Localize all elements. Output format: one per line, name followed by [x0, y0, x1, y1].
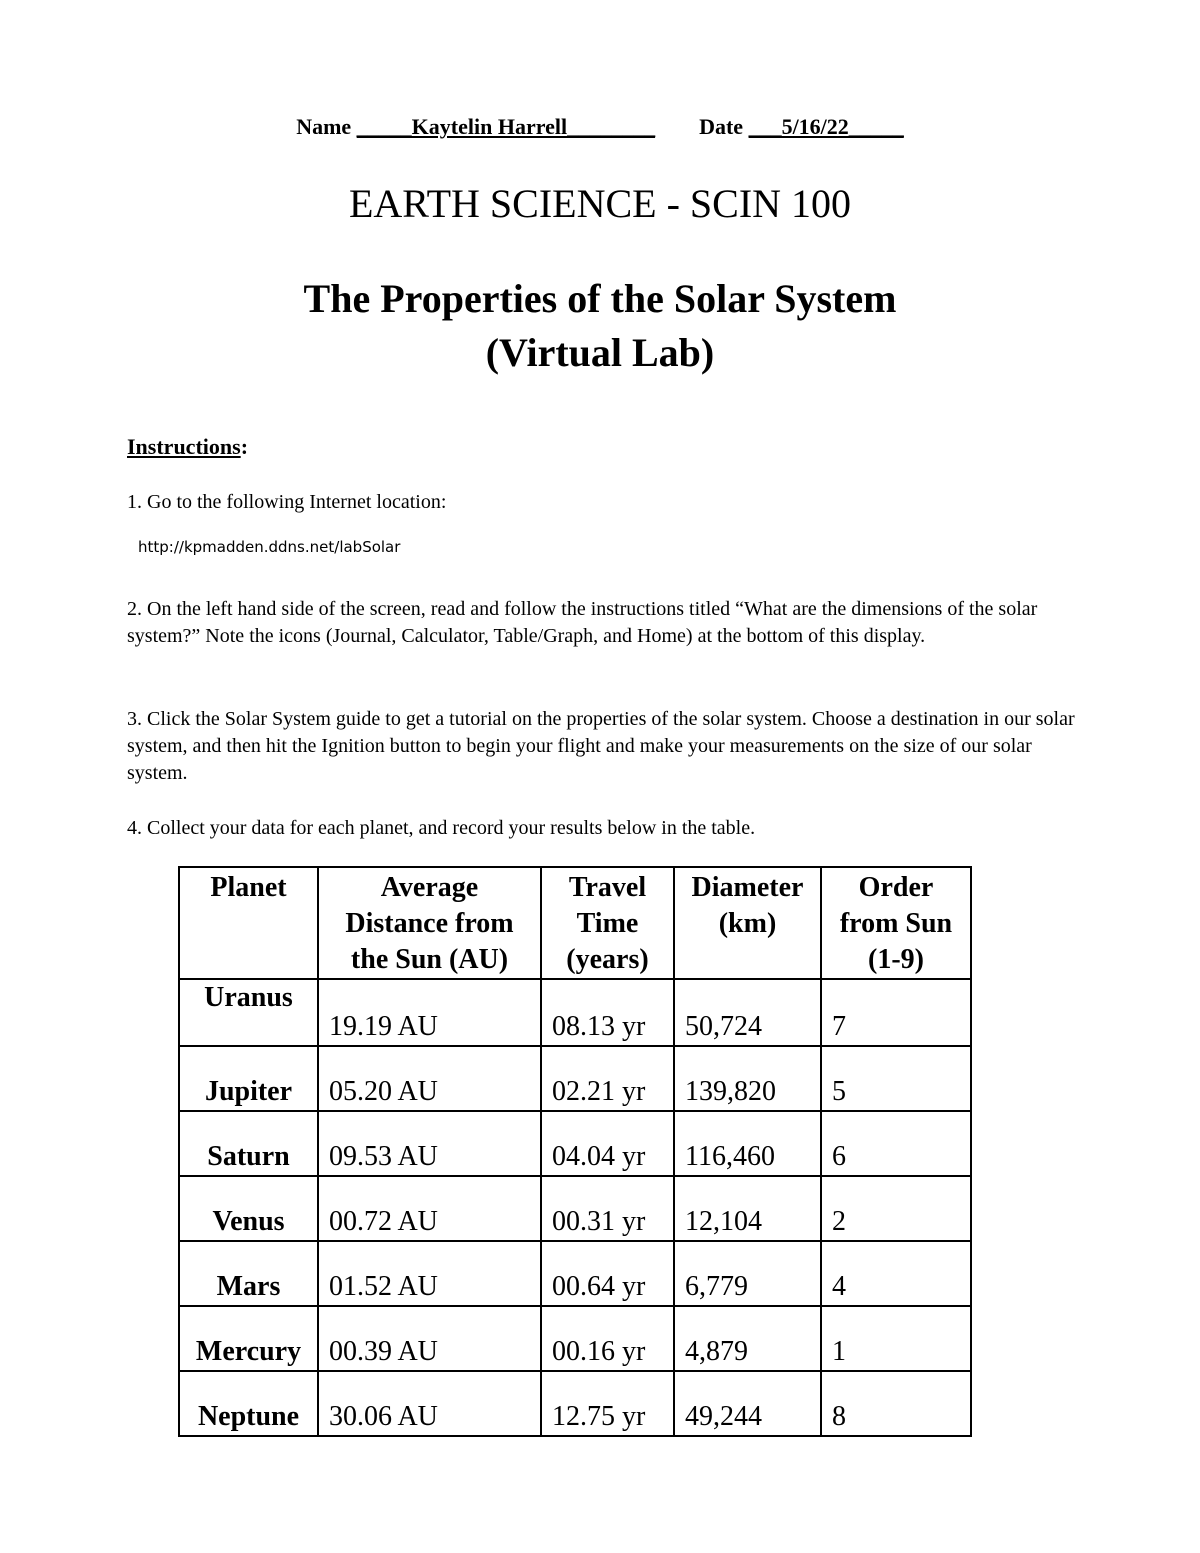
table-row [179, 979, 971, 1046]
planet-name: Saturn [179, 1111, 318, 1176]
order-from-sun: 4 [821, 1241, 971, 1306]
table-row [179, 1046, 971, 1111]
order-from-sun: 6 [821, 1111, 971, 1176]
planet-name: Uranus [179, 979, 318, 1046]
average-distance: 00.72 AU [318, 1176, 541, 1241]
diameter: 49,244 [674, 1371, 821, 1436]
instructions-heading [127, 434, 248, 460]
average-distance: 00.39 AU [318, 1306, 541, 1371]
table-header-row [179, 867, 971, 979]
header-order-from-sun: Order from Sun (1-9) [821, 867, 971, 979]
course-title: EARTH SCIENCE - SCIN 100 [348, 181, 852, 226]
planet-name: Neptune [179, 1371, 318, 1436]
name-label: Name [296, 114, 352, 139]
date-label: Date [699, 114, 744, 139]
travel-time: 04.04 yr [541, 1111, 674, 1176]
planet-name: Mercury [179, 1306, 318, 1371]
table-row [179, 1111, 971, 1176]
instruction-step-4: 4. Collect your data for each planet, and record your results below in the table. [127, 817, 756, 839]
name-value: _____Kaytelin Harrell________ [356, 114, 656, 139]
lab-url: http://kpmadden.ddns.net/labSolar [138, 538, 401, 556]
date-value: ___5/16/22_____ [748, 114, 904, 139]
travel-time: 08.13 yr [541, 979, 674, 1046]
table-row [179, 1306, 971, 1371]
order-from-sun: 8 [821, 1371, 971, 1436]
header-average-distance: Average Distance from the Sun (AU) [318, 867, 541, 979]
header-planet: Planet [179, 867, 318, 979]
order-from-sun: 1 [821, 1306, 971, 1371]
lab-title [0, 272, 1200, 380]
instruction-step-1: 1. Go to the following Internet location: [127, 491, 447, 513]
diameter: 4,879 [674, 1306, 821, 1371]
order-from-sun: 2 [821, 1176, 971, 1241]
travel-time: 00.16 yr [541, 1306, 674, 1371]
table-row [179, 1241, 971, 1306]
diameter: 116,460 [674, 1111, 821, 1176]
average-distance: 01.52 AU [318, 1241, 541, 1306]
lab-title-line-2: (Virtual Lab) [485, 330, 715, 375]
average-distance: 30.06 AU [318, 1371, 541, 1436]
travel-time: 12.75 yr [541, 1371, 674, 1436]
lab-title-line-1: The Properties of the Solar System [303, 276, 897, 321]
planet-name: Mars [179, 1241, 318, 1306]
table-row [179, 1371, 971, 1436]
header-travel-time: Travel Time (years) [541, 867, 674, 979]
planet-name: Venus [179, 1176, 318, 1241]
average-distance: 05.20 AU [318, 1046, 541, 1111]
diameter: 12,104 [674, 1176, 821, 1241]
table-row [179, 1176, 971, 1241]
instruction-step-3: 3. Click the Solar System guide to get a tutorial on the properties of the solar system. Choose a destination in our solar system, and then hit the Ignition button to begin your flight and make your measurements on the size of our solar system. [127, 708, 1075, 784]
planet-name: Jupiter [179, 1046, 318, 1111]
name-date-line [0, 114, 1200, 140]
order-from-sun: 7 [821, 979, 971, 1046]
travel-time: 00.64 yr [541, 1241, 674, 1306]
order-from-sun: 5 [821, 1046, 971, 1111]
average-distance: 09.53 AU [318, 1111, 541, 1176]
instructions-heading-colon: : [240, 434, 249, 459]
instruction-step-2: 2. On the left hand side of the screen, read and follow the instructions titled “What are the dimensions of the solar system?” Note the icons (Journal, Calculator, Table/Graph, and Home) at the bottom of this display. [127, 598, 1038, 647]
diameter: 139,820 [674, 1046, 821, 1111]
header-diameter: Diameter (km) [674, 867, 821, 979]
travel-time: 00.31 yr [541, 1176, 674, 1241]
diameter: 6,779 [674, 1241, 821, 1306]
instructions-heading-text: Instructions [127, 434, 241, 459]
diameter: 50,724 [674, 979, 821, 1046]
travel-time: 02.21 yr [541, 1046, 674, 1111]
planet-data-table [178, 866, 972, 1437]
average-distance: 19.19 AU [318, 979, 541, 1046]
